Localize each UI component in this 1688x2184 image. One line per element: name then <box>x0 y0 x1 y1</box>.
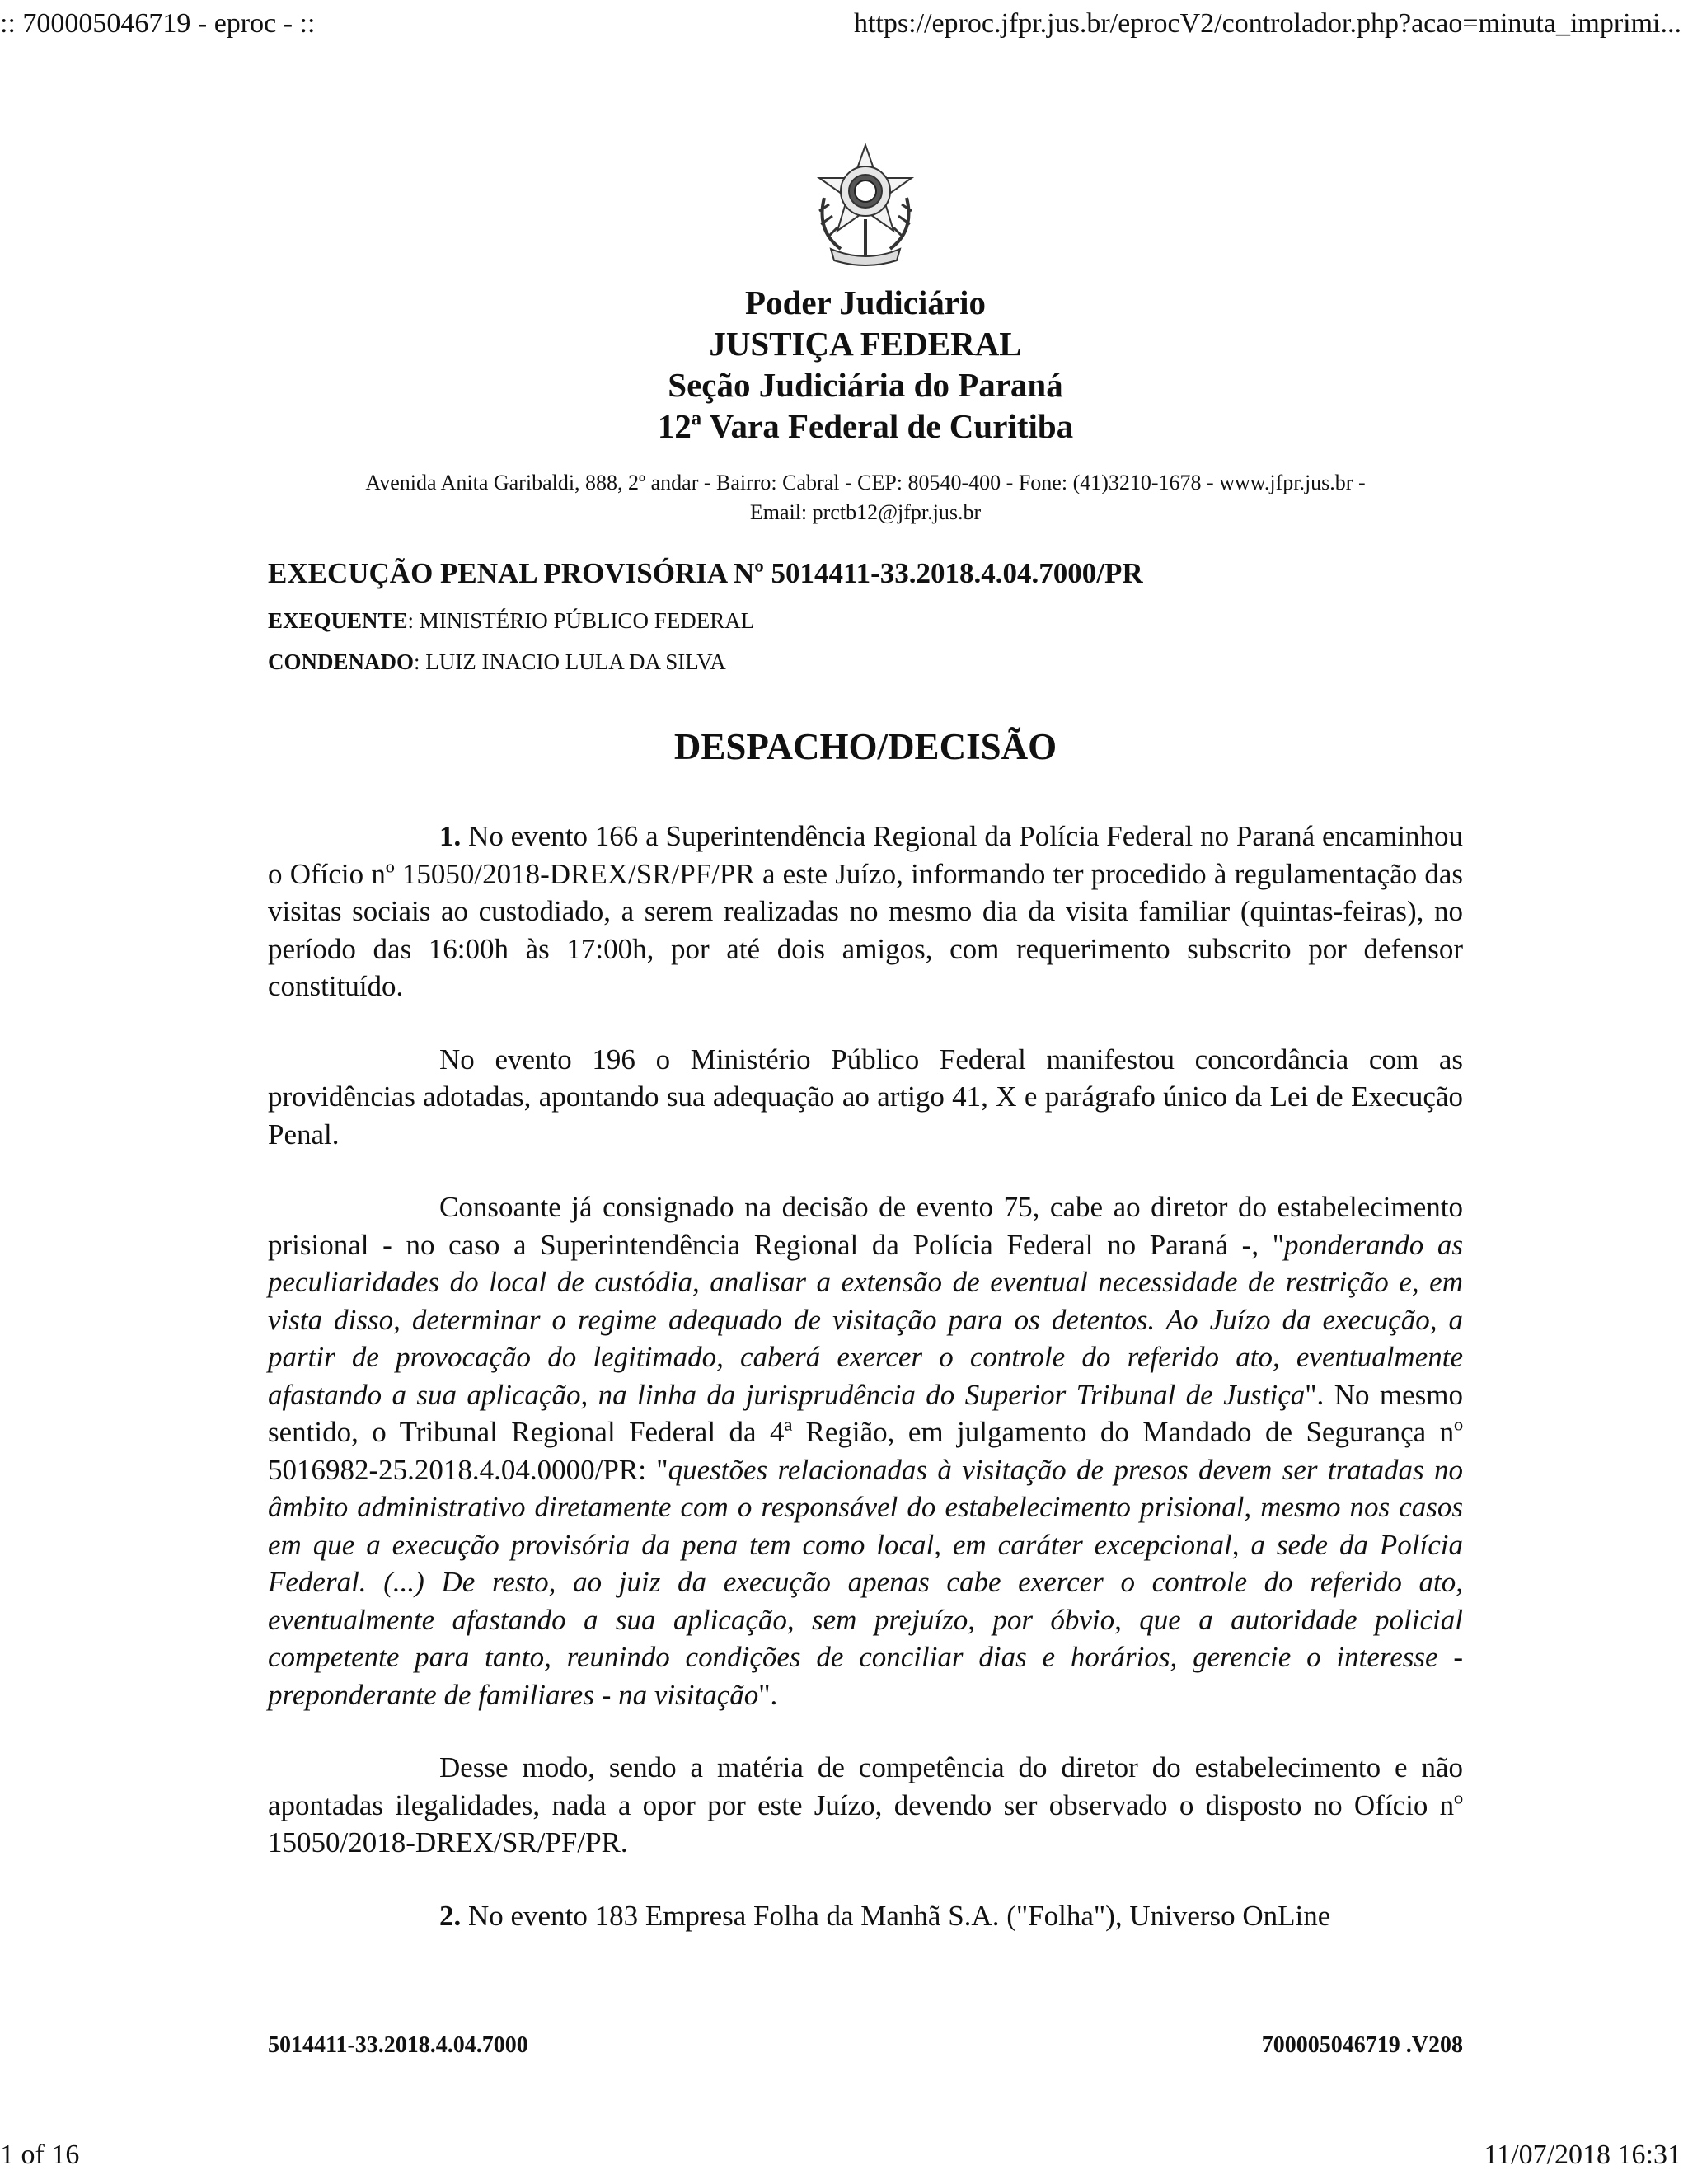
party-value: : LUIZ INACIO LULA DA SILVA <box>414 649 726 674</box>
court-header <box>268 282 1463 447</box>
paragraph-3 <box>268 1188 1463 1713</box>
party-label: CONDENADO <box>268 649 415 674</box>
org-line-court: 12ª Vara Federal de Curitiba <box>657 407 1074 445</box>
address-line-1: Avenida Anita Garibaldi, 888, 2º andar - Bairro: Cabral - CEP: 80540-400 - Fone: (41)3210-1678 - www.jfpr.jus.br - <box>365 471 1366 494</box>
browser-url: https://eproc.jfpr.jus.br/eprocV2/controlador.php?acao=minuta_imprimi... <box>854 8 1681 39</box>
party-value: : MINISTÉRIO PÚBLICO FEDERAL <box>407 608 755 633</box>
party-condenado <box>268 649 1463 674</box>
page-indicator: 1 of 16 <box>0 2139 80 2170</box>
quotation-trf4: questões relacionadas à visitação de presos devem ser tratadas no âmbito administrativo diretamente com o responsável do estabelecimento prisional, mesmo nos casos em que a execução provisória da pena tem como local, em caráter excepcional, a sede da Polícia Federal. (...) De resto, ao juiz da execução apenas cabe exercer o controle do referido ato, eventualmente afastando a sua aplicação, sem prejuízo, por óbvio, que a autoridade policial competente para tanto, reunindo condições de conciliar dias e horários, gerencie o interesse - preponderante de familiares - na visitação <box>268 1453 1464 1711</box>
court-address <box>268 468 1463 527</box>
print-timestamp: 11/07/2018 16:31 <box>1484 2139 1681 2170</box>
browser-tab-title: :: 700005046719 - eproc - :: <box>0 8 316 39</box>
paragraph-text: ". <box>758 1678 778 1711</box>
footer-document-code: 700005046719 .V208 <box>1261 2032 1463 2058</box>
footer-process-number: 5014411-33.2018.4.04.7000 <box>268 2032 528 2058</box>
brazil-coat-of-arms-icon <box>808 140 923 270</box>
party-label: EXEQUENTE <box>268 608 408 633</box>
paragraph-text: ". No mesmo sentido, o Tribunal Regional Federal da 4ª Região, em julgamento do Mandado de Segurança nº 5016982-25.2018.4.04.0000/PR: " <box>268 1378 1463 1486</box>
paragraph-number: 2. <box>439 1899 462 1932</box>
org-line-judiciary: Poder Judiciário <box>745 284 986 321</box>
paragraph-text: No evento 166 a Superintendência Regional da Polícia Federal no Paraná encaminhou o Ofício nº 15050/2018-DREX/SR/PF/PR a este Juízo, informando ter procedido à regulamentação das visitas sociais ao custodiado, a serem realizadas no mesmo dia da visita familiar (quintas-feiras), no período das 16:00h às 17:00h, por até dois amigos, com requerimento subscrito por defensor constituído. <box>268 820 1463 1002</box>
paragraph-text: Consoante já consignado na decisão de evento 75, cabe ao diretor do estabelecimento prisional - no caso a Superintendência Regional da Polícia Federal no Paraná -, " <box>268 1191 1463 1261</box>
paragraph-5 <box>268 1897 1463 1935</box>
paragraph-2: No evento 196 o Ministério Público Federal manifestou concordância com as providências adotadas, apontando sua adequação ao artigo 41, X e parágrafo único da Lei de Execução Penal. <box>268 1043 1463 1151</box>
paragraph-4: Desse modo, sendo a matéria de competência do diretor do estabelecimento e não apontadas ilegalidades, nada a opor por este Juízo, devendo ser observado o disposto no Ofício nº 15050/2018-DREX/SR/PF/PR. <box>268 1751 1463 1858</box>
party-exequente <box>268 608 1463 633</box>
paragraph-number: 1. <box>439 820 462 852</box>
document-page <box>268 140 1463 1934</box>
case-title: EXECUÇÃO PENAL PROVISÓRIA Nº 5014411-33.2018.4.04.7000/PR <box>268 557 1143 589</box>
paragraph-text: No evento 183 Empresa Folha da Manhã S.A. ("Folha"), Universo OnLine <box>461 1899 1331 1932</box>
paragraph-1 <box>268 818 1463 1005</box>
org-line-federal-justice: JUSTIÇA FEDERAL <box>709 325 1022 363</box>
org-line-section: Seção Judiciária do Paraná <box>668 366 1063 404</box>
decision-title: DESPACHO/DECISÃO <box>673 726 1057 767</box>
address-line-2: Email: prctb12@jfpr.jus.br <box>749 500 982 524</box>
quotation-stj: ponderando as peculiaridades do local de custódia, analisar a extensão de eventual necessidade de restrição e, em vista disso, determinar o regime adequado de visitação para os detentos. Ao Juízo da execução, a partir de provocação do legitimado, caberá exercer o controle do referido ato, eventualmente afastando a sua aplicação, na linha da jurisprudência do Superior Tribunal de Justiça <box>268 1228 1463 1411</box>
